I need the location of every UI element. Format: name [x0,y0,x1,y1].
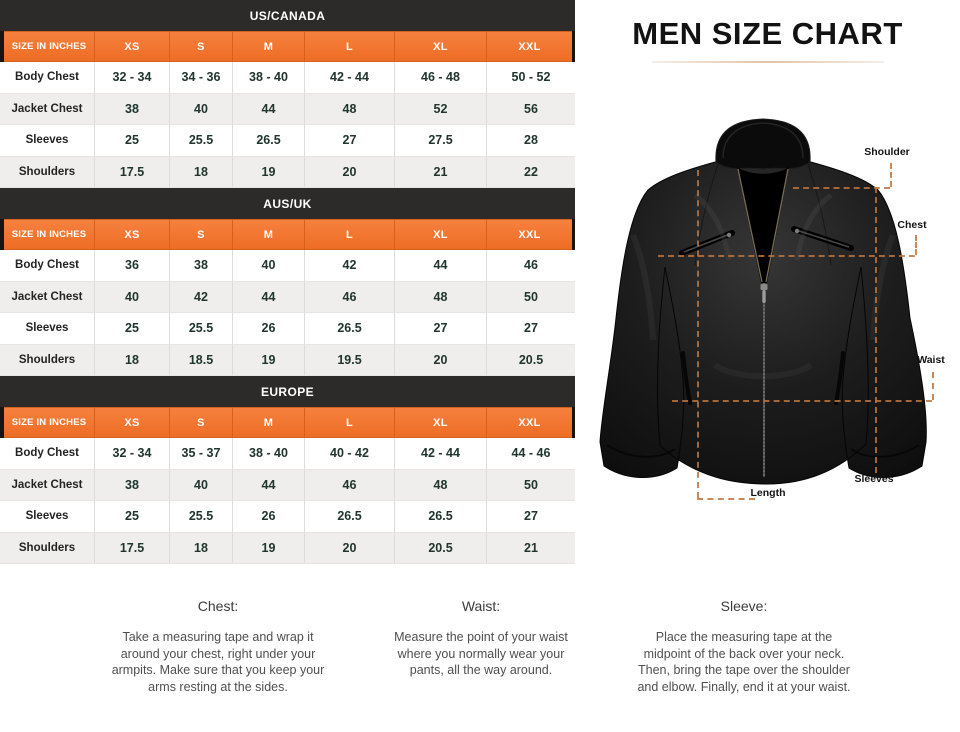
size-value: 25.5 [170,125,233,157]
row-label: Sleeves [0,125,95,157]
size-value: 21 [395,157,487,189]
table-row [0,501,575,533]
size-value: 42 - 44 [395,438,487,470]
instruction-sleeve [634,598,854,695]
column-header: XXL [487,31,575,62]
size-value: 44 - 46 [487,438,575,470]
size-value: 38 [95,470,170,502]
chest-guide-drop [915,235,917,255]
size-value: 36 [95,250,170,282]
size-table-europe [0,376,575,564]
instruction-text: Measure the point of your waist where you normally wear your pants, all the way around. [394,630,568,677]
table-body [0,438,575,564]
table-row [0,438,575,470]
length-guide-line [697,170,699,498]
shoulder-guide-drop [890,163,892,187]
size-value: 25 [95,501,170,533]
length-guide-foot [697,498,755,500]
table-row [0,94,575,126]
size-value: 18.5 [170,345,233,377]
size-value: 26 [233,501,305,533]
shoulder-label: Shoulder [864,146,910,158]
waist-guide-drop [932,372,934,400]
instruction-heading: Sleeve: [720,598,768,614]
column-header: XL [395,219,487,250]
column-header: L [305,407,395,438]
instruction-text: Take a measuring tape and wrap it around your chest, right under your armpits. Make sure that you keep your arms resting at the sides. [111,630,325,694]
table-row [0,62,575,94]
size-value: 40 - 42 [305,438,395,470]
size-value: 40 [170,470,233,502]
row-label: Shoulders [0,157,95,189]
instruction-waist [381,598,581,679]
size-value: 19 [233,345,305,377]
size-value: 27 [487,313,575,345]
size-value: 44 [233,94,305,126]
column-header: XXL [487,407,575,438]
size-value: 21 [487,533,575,565]
size-value: 28 [487,125,575,157]
size-value: 27 [487,501,575,533]
column-header: XXL [487,219,575,250]
size-value: 44 [395,250,487,282]
size-value: 20 [305,157,395,189]
size-value: 42 [305,250,395,282]
size-value: 46 [305,282,395,314]
title-underline [652,61,884,63]
instruction-text: Place the measuring tape at the midpoint of the back over your neck. Then, bring the tape over the shoulder and elbow. Finally, end it at your waist. [637,630,851,694]
column-header: S [170,31,233,62]
size-value: 48 [395,282,487,314]
column-header: SIZE IN INCHES [0,407,95,438]
size-value: 40 [170,94,233,126]
size-value: 26.5 [305,313,395,345]
size-table-us-canada [0,0,575,188]
waist-guide-line [672,400,932,402]
size-value: 42 - 44 [305,62,395,94]
row-label: Body Chest [0,438,95,470]
sleeves-guide-line [875,187,877,473]
column-header: L [305,31,395,62]
size-value: 44 [233,282,305,314]
table-body [0,62,575,188]
size-value: 25.5 [170,501,233,533]
page-title: MEN SIZE CHART [632,16,903,51]
size-value: 48 [395,470,487,502]
size-value: 17.5 [95,157,170,189]
size-value: 40 [95,282,170,314]
size-value: 48 [305,94,395,126]
size-value: 38 [170,250,233,282]
instruction-chest [108,598,328,695]
size-value: 35 - 37 [170,438,233,470]
instruction-heading: Chest: [197,598,239,614]
column-header: XL [395,407,487,438]
size-value: 25 [95,125,170,157]
size-value: 17.5 [95,533,170,565]
size-value: 25 [95,313,170,345]
table-row [0,125,575,157]
size-value: 27.5 [395,125,487,157]
column-header: XL [395,31,487,62]
table-row [0,282,575,314]
row-label: Shoulders [0,345,95,377]
region-title: AUS/UK [0,188,575,219]
size-value: 18 [95,345,170,377]
instruction-heading: Waist: [461,598,501,614]
size-value: 34 - 36 [170,62,233,94]
column-header: XS [95,219,170,250]
region-title: EUROPE [0,376,575,407]
row-label: Body Chest [0,62,95,94]
row-label: Jacket Chest [0,94,95,126]
size-value: 26.5 [233,125,305,157]
size-value: 46 - 48 [395,62,487,94]
size-tables [0,0,575,564]
size-value: 18 [170,157,233,189]
jacket-image [595,115,945,505]
size-value: 56 [487,94,575,126]
table-row [0,533,575,565]
table-row [0,250,575,282]
size-value: 46 [487,250,575,282]
size-value: 27 [395,313,487,345]
size-value: 44 [233,470,305,502]
size-value: 19 [233,533,305,565]
size-value: 52 [395,94,487,126]
waist-label: Waist [917,354,945,366]
column-header: M [233,31,305,62]
sleeves-label: Sleeves [854,473,894,485]
table-row [0,470,575,502]
column-header: L [305,219,395,250]
chest-label: Chest [897,219,927,231]
size-value: 26.5 [305,501,395,533]
size-value: 46 [305,470,395,502]
table-header-row [0,31,575,62]
column-header: S [170,407,233,438]
size-value: 50 [487,282,575,314]
size-value: 26.5 [395,501,487,533]
size-value: 50 - 52 [487,62,575,94]
column-header: XS [95,31,170,62]
size-value: 32 - 34 [95,438,170,470]
size-value: 42 [170,282,233,314]
size-value: 20.5 [487,345,575,377]
size-value: 32 - 34 [95,62,170,94]
column-header: S [170,219,233,250]
row-label: Jacket Chest [0,282,95,314]
table-row [0,157,575,189]
table-row [0,313,575,345]
size-value: 38 - 40 [233,62,305,94]
column-header: M [233,219,305,250]
table-header-row [0,219,575,250]
row-label: Sleeves [0,501,95,533]
column-header: M [233,407,305,438]
size-value: 40 [233,250,305,282]
size-value: 19.5 [305,345,395,377]
table-row [0,345,575,377]
column-header: XS [95,407,170,438]
row-label: Jacket Chest [0,470,95,502]
table-header-row [0,407,575,438]
table-body [0,250,575,376]
row-label: Shoulders [0,533,95,565]
row-label: Body Chest [0,250,95,282]
length-label: Length [750,487,786,499]
row-label: Sleeves [0,313,95,345]
size-value: 50 [487,470,575,502]
size-value: 38 [95,94,170,126]
region-title: US/CANADA [0,0,575,31]
size-value: 38 - 40 [233,438,305,470]
size-value: 25.5 [170,313,233,345]
size-value: 18 [170,533,233,565]
size-value: 27 [305,125,395,157]
size-value: 19 [233,157,305,189]
size-table-aus-uk [0,188,575,376]
size-value: 20 [395,345,487,377]
size-value: 20.5 [395,533,487,565]
jacket-figure [580,105,960,525]
column-header: SIZE IN INCHES [0,31,95,62]
column-header: SIZE IN INCHES [0,219,95,250]
size-value: 26 [233,313,305,345]
size-value: 20 [305,533,395,565]
size-value: 22 [487,157,575,189]
